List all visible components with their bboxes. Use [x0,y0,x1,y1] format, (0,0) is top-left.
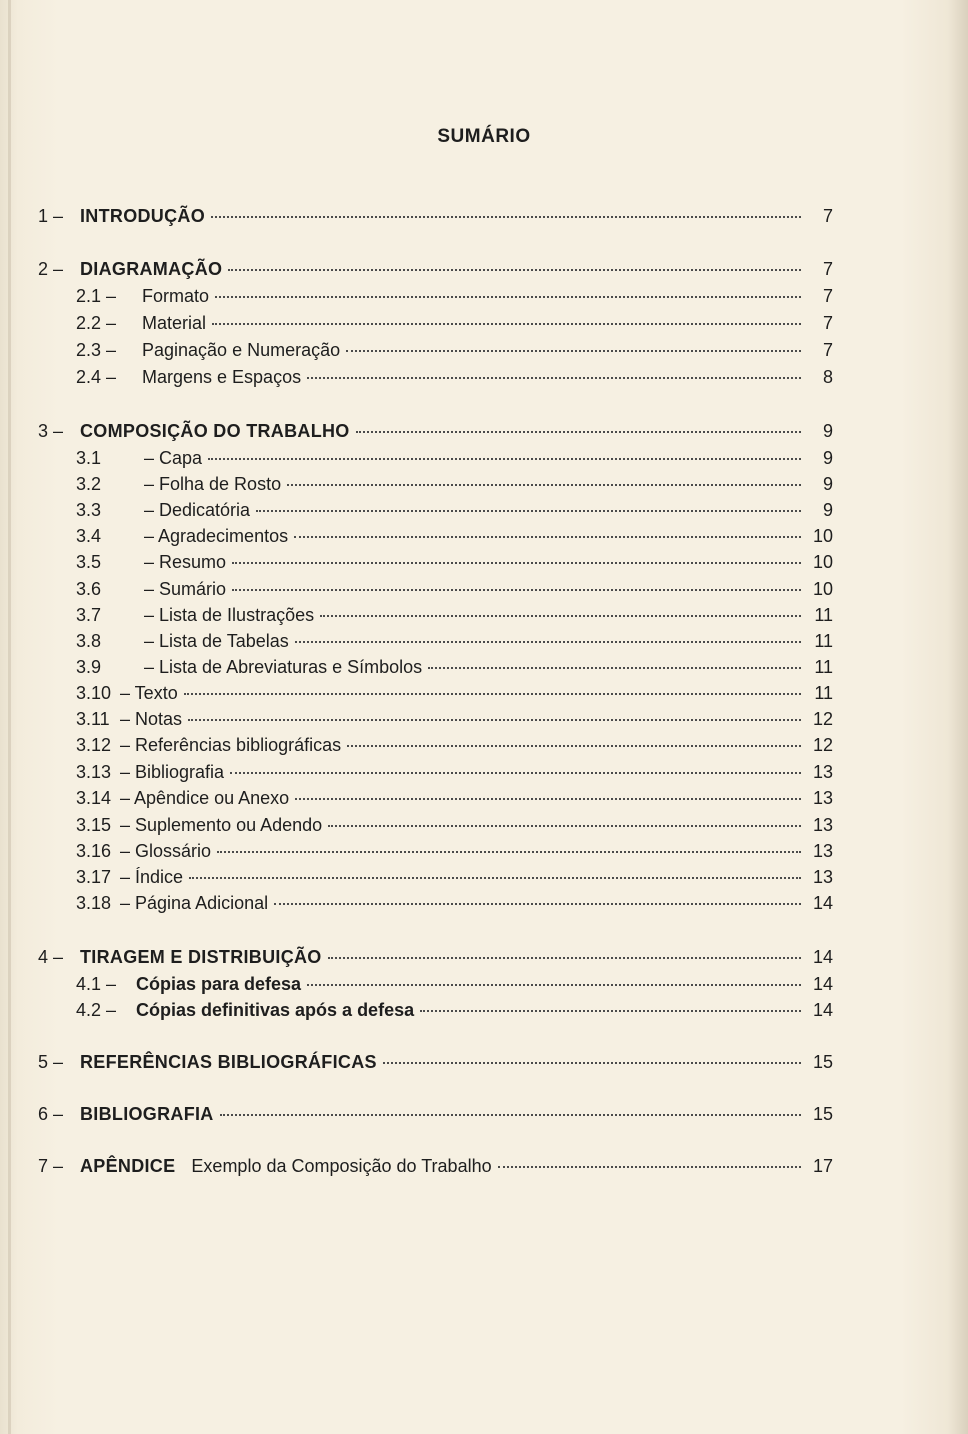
toc-number: 3.17 [76,867,112,887]
toc-label: – Sumário [144,579,227,599]
page-title: SUMÁRIO [437,126,531,147]
toc-entry-4 [38,947,833,971]
toc-page: 13 [812,815,833,835]
dot-leader [188,719,801,721]
toc-entry-3-12 [76,735,833,759]
dot-leader [211,216,801,218]
toc-number: 3.15 [76,815,112,835]
toc-number: 2 – [38,259,64,279]
toc-entry-2-2 [76,313,833,337]
toc-number: 3.14 [76,788,112,808]
toc-entry-3-2 [76,474,833,498]
toc-entry-3-1 [76,448,833,472]
toc-page: 11 [814,657,833,677]
toc-number: 2.1 – [76,286,117,306]
toc-entry-3-9 [76,657,833,681]
toc-entry-3-6 [76,579,833,603]
toc-label: DIAGRAMAÇÃO [80,259,223,279]
toc-label: Cópias para defesa [136,974,302,994]
toc-number: 4.2 – [76,1000,117,1020]
toc-label: Formato [142,286,210,306]
dot-leader [212,323,801,325]
dot-leader [307,377,801,379]
toc-page: 12 [812,735,833,755]
toc-page: 13 [812,841,833,861]
dot-leader [220,1114,801,1116]
toc-number: 3.1 [76,448,102,468]
dot-leader [307,984,801,986]
toc-entry-3-15 [76,815,833,839]
toc-entry-3-5 [76,552,833,576]
toc-page: 15 [812,1104,833,1124]
toc-number: 3 – [38,421,64,441]
toc-page: 9 [822,474,833,494]
toc-number: 7 – [38,1156,64,1176]
toc-page: 10 [812,579,833,599]
toc-number: 3.8 [76,631,102,651]
dot-leader [184,693,801,695]
toc-entry-5 [38,1052,833,1076]
toc-label: Material [142,313,207,333]
dot-leader [287,484,801,486]
dot-leader [320,615,801,617]
toc-number: 3.18 [76,893,112,913]
toc-number: 3.7 [76,605,102,625]
toc-label-subtitle: Exemplo da Composição do Trabalho [191,1156,492,1176]
toc-label: – Apêndice ou Anexo [120,788,290,808]
dot-leader [383,1062,801,1064]
toc-entry-3-13 [76,762,833,786]
dot-leader [217,851,801,853]
toc-label: TIRAGEM E DISTRIBUIÇÃO [80,947,322,967]
toc-number: 3.13 [76,762,112,782]
toc-label: Cópias definitivas após a defesa [136,1000,415,1020]
toc-label: BIBLIOGRAFIA [80,1104,214,1124]
dot-leader [498,1166,801,1168]
toc-entry-6 [38,1104,833,1128]
toc-label: REFERÊNCIAS BIBLIOGRÁFICAS [80,1052,377,1072]
toc-page: 9 [822,500,833,520]
toc-number: 3.5 [76,552,102,572]
toc-page: 7 [822,206,833,226]
toc-page: 7 [822,259,833,279]
toc-entry-3-14 [76,788,833,812]
toc-number: 3.9 [76,657,102,677]
dot-leader [347,745,801,747]
dot-leader [295,798,801,800]
toc-number: 3.16 [76,841,112,861]
toc-page: 11 [814,605,833,625]
dot-leader [328,825,801,827]
toc-number: 3.10 [76,683,112,703]
toc-number: 6 – [38,1104,64,1124]
dot-leader [232,562,801,564]
toc-label: – Lista de Abreviaturas e Símbolos [144,657,423,677]
toc-entry-3-3 [76,500,833,524]
toc-number: 3.2 [76,474,102,494]
toc-number: 3.3 [76,500,102,520]
toc-label: – Folha de Rosto [144,474,282,494]
toc-entry-3-18 [76,893,833,917]
dot-leader [356,431,801,433]
toc-label: – Lista de Tabelas [144,631,289,651]
toc-entry-3-7 [76,605,833,629]
toc-label: – Dedicatória [144,500,251,520]
toc-page: 7 [822,286,833,306]
toc-label: – Texto [120,683,178,703]
toc-page: 12 [812,709,833,729]
toc-label: – Agradecimentos [144,526,289,546]
toc-number: 4 – [38,947,64,967]
dot-leader [294,536,801,538]
dot-leader [346,350,801,352]
dot-leader [189,877,801,879]
toc-page: 13 [812,788,833,808]
toc-label: – Página Adicional [120,893,269,913]
toc-entry-3-17 [76,867,833,891]
toc-number: 3.6 [76,579,102,599]
toc-label: – Lista de Ilustrações [144,605,315,625]
toc-page: 17 [812,1156,833,1176]
toc-page: 9 [822,448,833,468]
toc-page: 14 [812,1000,833,1020]
dot-leader [208,458,801,460]
toc-page: 13 [812,867,833,887]
toc-entry-2-3 [76,340,833,364]
dot-leader [230,772,801,774]
toc-entry-4-1 [76,974,833,998]
toc-entry-3-10 [76,683,833,707]
toc-page: 15 [812,1052,833,1072]
toc-number: 3.11 [76,709,110,729]
toc-page: 14 [812,893,833,913]
toc-label: – Suplemento ou Adendo [120,815,323,835]
toc-label: APÊNDICE [80,1156,176,1176]
binding-edge [8,0,11,1434]
dot-leader [228,269,801,271]
dot-leader [420,1010,801,1012]
toc-number: 1 – [38,206,64,226]
toc-number: 3.12 [76,735,112,755]
dot-leader [256,510,801,512]
toc-page: 7 [822,313,833,333]
toc-page: 11 [814,631,833,651]
toc-entry-7 [38,1156,833,1180]
toc-page: 14 [812,947,833,967]
toc-label: Margens e Espaços [142,367,302,387]
toc-page: 8 [822,367,833,387]
toc-number: 4.1 – [76,974,117,994]
toc-number: 5 – [38,1052,64,1072]
toc-label: – Capa [144,448,203,468]
toc-number: 2.4 – [76,367,117,387]
toc-page: 13 [812,762,833,782]
toc-label: INTRODUÇÃO [80,206,205,226]
toc-number: 2.3 – [76,340,117,360]
toc-label: – Notas [120,709,183,729]
toc-page: 10 [812,552,833,572]
dot-leader [215,296,801,298]
dot-leader [428,667,801,669]
toc-label: Paginação e Numeração [142,340,341,360]
toc-number: 3.4 [76,526,102,546]
dot-leader [295,641,801,643]
toc-label: COMPOSIÇÃO DO TRABALHO [80,421,350,441]
toc-page: 14 [812,974,833,994]
toc-entry-2-4 [76,367,833,391]
toc-number: 2.2 – [76,313,117,333]
toc-entry-3-4 [76,526,833,550]
toc-page: 11 [814,683,833,703]
toc-entry-4-2 [76,1000,833,1024]
toc-entry-3-8 [76,631,833,655]
toc-page: 7 [822,340,833,360]
toc-entry-3-11 [76,709,833,733]
toc-label: – Bibliografia [120,762,225,782]
toc-label: – Referências bibliográficas [120,735,342,755]
toc-entry-2 [38,259,833,283]
dot-leader [274,903,801,905]
dot-leader [232,589,801,591]
toc-entry-3-16 [76,841,833,865]
toc-label: – Índice [120,867,184,887]
toc-label: – Glossário [120,841,212,861]
toc-label: – Resumo [144,552,227,572]
toc-entry-3 [38,421,833,445]
toc-entry-2-1 [76,286,833,310]
toc-page: 10 [812,526,833,546]
toc-entry-1 [38,206,833,230]
toc-page: 9 [822,421,833,441]
dot-leader [328,957,801,959]
